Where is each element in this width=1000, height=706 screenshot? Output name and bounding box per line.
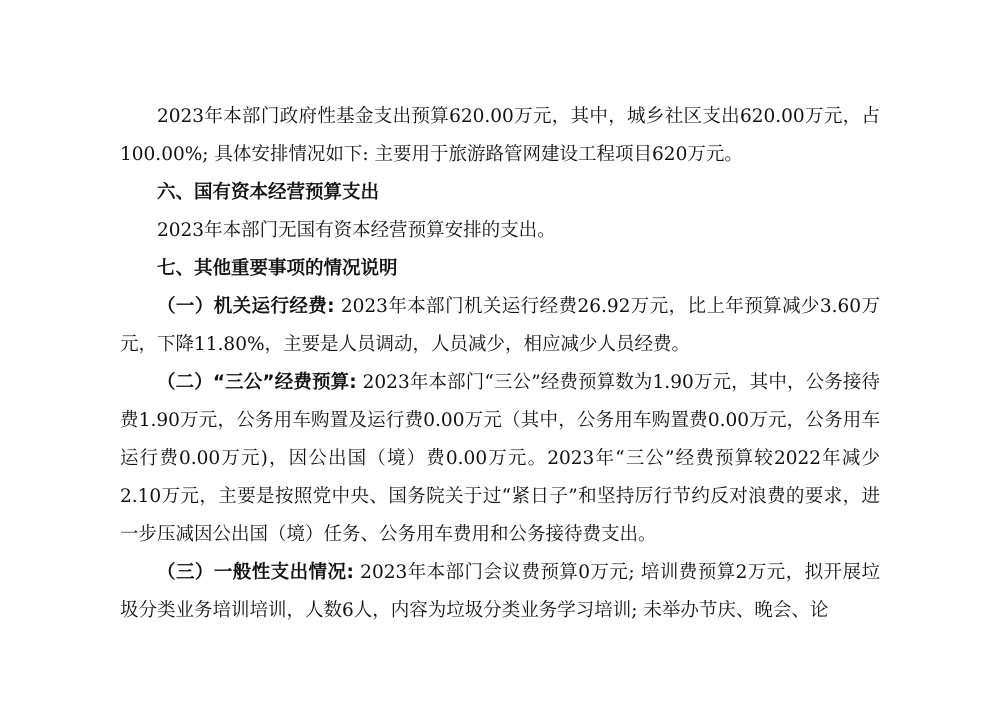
three-public-budget-body: 2023年本部门“三公”经费预算数为1.90万元，其中，公务接待费1.90万元，公务用车购置及运行费0.00万元（其中，公务用车购置费0.00万元，公务用车运行费0.00万元)，因公出国（境）费0.00万元。2023年“三公”经费预算较2022年减少2.10万元，主要是按照党中央、国务院关于过“紧日子”和坚持厉行节约反对浪费的要求，进一步压减因公出国（境）任务、公务用车费用和公务接待费支出。 xyxy=(120,372,881,545)
general-expenses-lead: （三）一般性支出情况: xyxy=(157,562,354,583)
heading-other-matters: 七、其他重要事项的情况说明 xyxy=(157,258,398,279)
paragraph-three-public-budget xyxy=(120,364,880,554)
paragraph-state-capital: 2023年本部门无国有资本经营预算安排的支出。 xyxy=(157,220,556,241)
general-expenses-body: 2023年本部门会议费预算0万元; 培训费预算2万元，拟开展垃圾分类业务培训培训，人数6人，内容为垃圾分类业务学习培训; 未举办节庆、晚会、论 xyxy=(120,562,880,621)
heading-state-capital: 六、国有资本经营预算支出 xyxy=(157,182,380,203)
operating-expenses-lead: （一）机关运行经费: xyxy=(157,296,335,317)
three-public-budget-lead: （二）“三公”经费预算: xyxy=(157,372,357,393)
paragraph-operating-expenses xyxy=(120,288,880,364)
paragraph-government-fund: 2023年本部门政府性基金支出预算620.00万元，其中，城乡社区支出620.00万元，占100.00%; 具体安排情况如下: 主要用于旅游路管网建设工程项目620万元。 xyxy=(120,106,880,165)
operating-expenses-body: 2023年本部门机关运行经费26.92万元，比上年预算减少3.60万元，下降11.80%，主要是人员调动，人员减少，相应减少人员经费。 xyxy=(120,296,880,355)
paragraph-general-expenses xyxy=(120,554,880,630)
